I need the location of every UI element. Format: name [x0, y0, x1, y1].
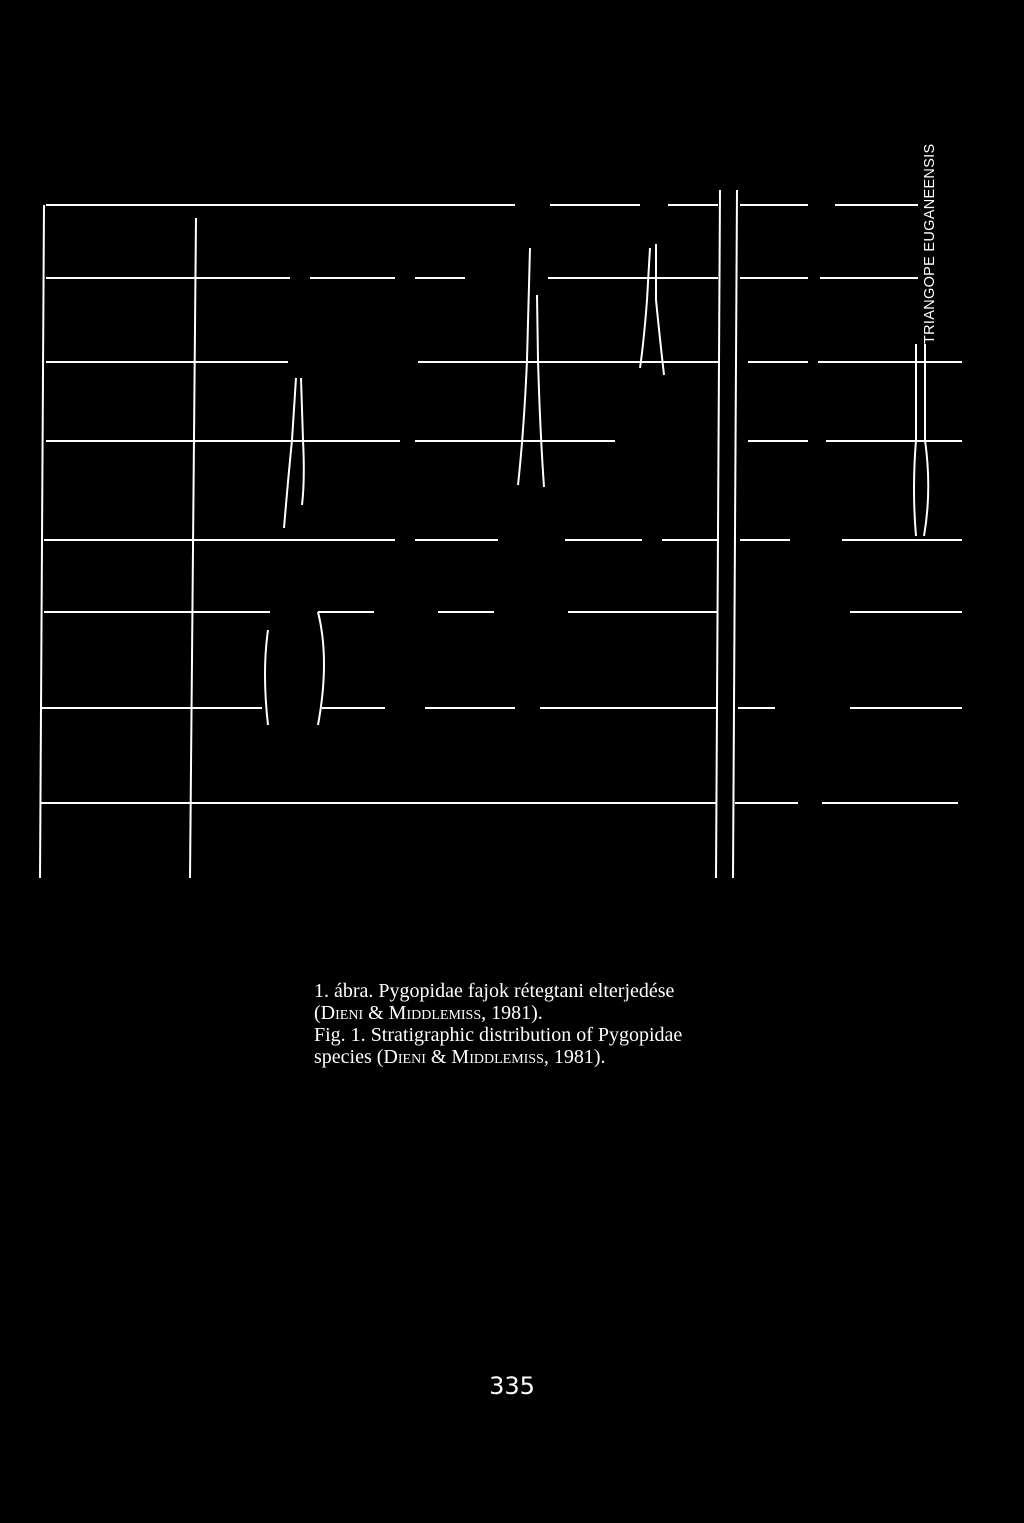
- range-spindle-c: [640, 244, 664, 375]
- caption-en-start: species (: [314, 1046, 384, 1068]
- caption-en-author2: Middlemiss: [451, 1046, 544, 1068]
- column-divider-2: [190, 218, 196, 878]
- caption-hu-line1: [314, 980, 714, 1002]
- caption-en-author1: Dieni: [383, 1046, 426, 1068]
- caption-en-prefix: Fig. 1.: [314, 1024, 366, 1046]
- caption-en-line1: [314, 1024, 714, 1046]
- caption-hu-text: Pygopidae fajok rétegtani elterjedése: [378, 980, 675, 1002]
- caption-hu-paren: (: [314, 1002, 321, 1024]
- column-divider-left: [40, 205, 44, 878]
- range-spindle-d: [265, 612, 324, 725]
- range-spindle-a: [284, 378, 304, 528]
- page-number: 335: [489, 1372, 535, 1400]
- column-divider-3b: [733, 190, 737, 878]
- figure-caption: [314, 980, 714, 1068]
- caption-hu-amp: &: [368, 1002, 384, 1024]
- species-label-triangope-euganeensis: TRIANGOPE EUGANEENSIS: [922, 143, 938, 344]
- caption-en-line2: [314, 1046, 714, 1068]
- column-divider-3a: [716, 190, 720, 878]
- caption-hu-author2: Middlemiss: [388, 1002, 482, 1024]
- range-spindle-b: [518, 248, 544, 487]
- caption-en-text: Stratigraphic distribution of Pygopidae: [370, 1024, 683, 1046]
- caption-hu-author1: Dieni: [320, 1002, 364, 1024]
- caption-hu-line2: [314, 1002, 714, 1024]
- caption-en-year: , 1981).: [543, 1046, 606, 1068]
- caption-en-amp: &: [430, 1046, 447, 1068]
- caption-hu-prefix: 1. ábra.: [314, 980, 374, 1002]
- caption-hu-year: , 1981).: [481, 1002, 543, 1024]
